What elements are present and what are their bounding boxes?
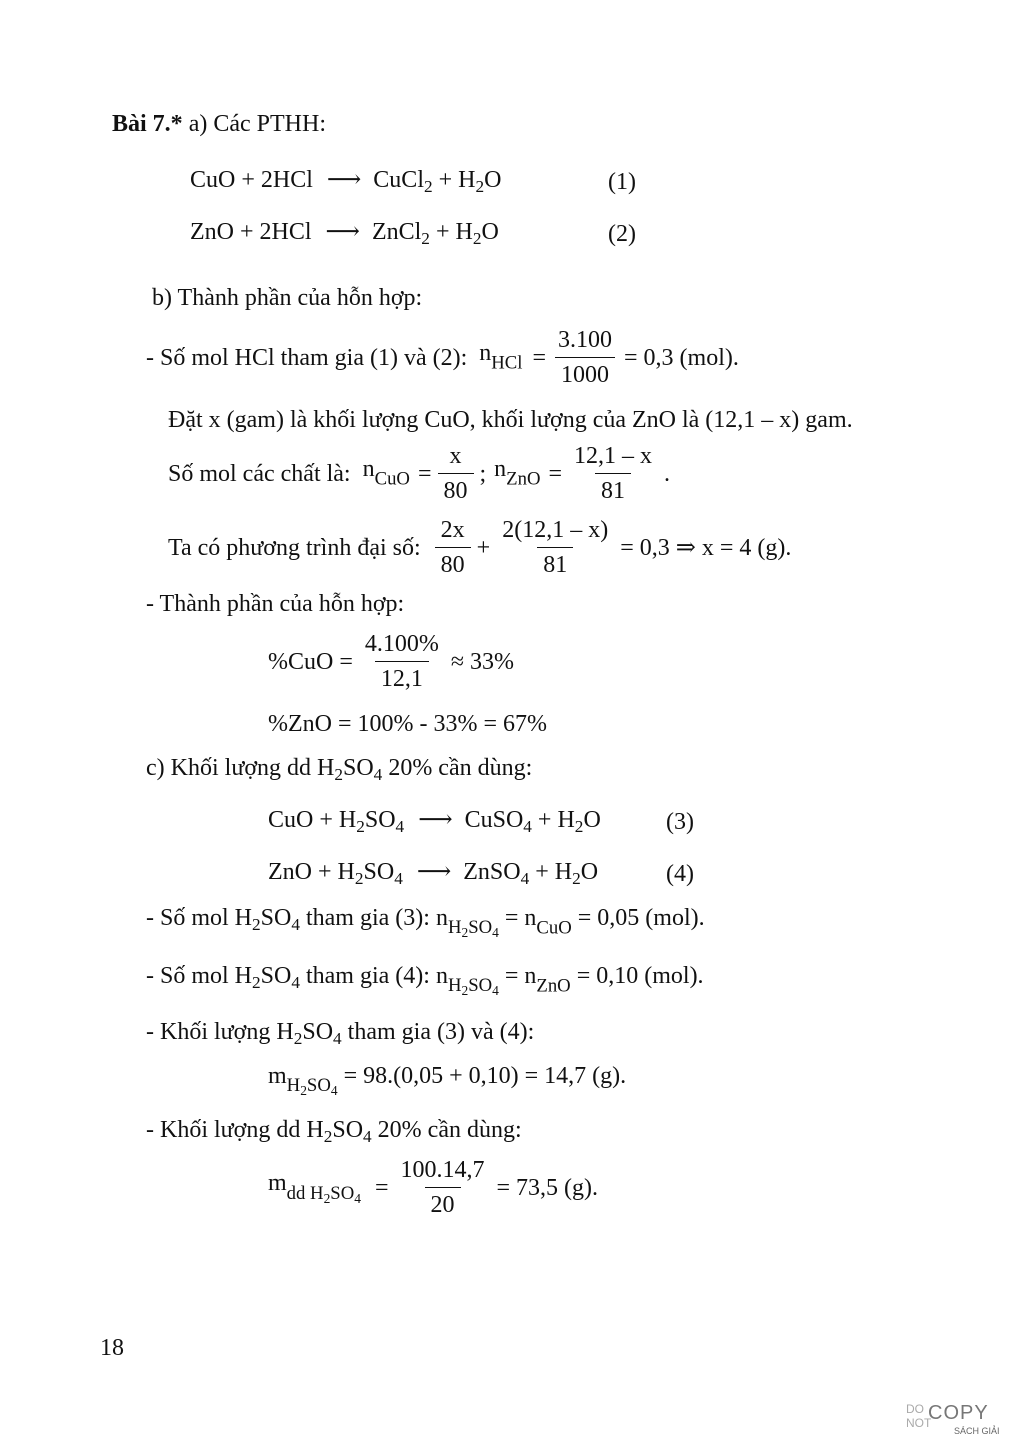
part-c-title: c) Khối lượng dd $H_2SO_4$ 20% cần dùng: [146, 755, 533, 785]
equation-1 [190, 167, 502, 197]
exercise-heading [112, 112, 326, 136]
equation-4: ZnO + $H_2SO_4$ ⟶ ZnSO$_4$ + $H_2O$ [268, 859, 599, 889]
cuo-percent-line: %CuO = $\frac{4.100\%}{12,1}$ ≈ 33% [268, 631, 515, 692]
eq1-products: CuCl$_2$ + $H_2O$ [373, 167, 502, 197]
fraction: $\frac{4.100\%}{12,1}$ [364, 631, 439, 692]
fraction: $\frac{2x}{80}$ [435, 518, 471, 577]
equation-3: CuO + $H_2SO_4$ ⟶ CuSO$_4$ + $H_2O$ [268, 807, 601, 837]
reaction-arrow-icon: ⟶ [326, 167, 360, 193]
eq2-reactants: ZnO + 2HCl [190, 219, 312, 245]
reaction-arrow-icon: ⟶ [418, 807, 451, 833]
equation-2-number: (2) [608, 221, 636, 247]
h2so4-mol-line-4: - Số mol $H_2SO_4$ tham gia (4): $n_{H_2SO_4} = n_{ZnO} = 0,10$ (mol). [146, 963, 704, 999]
fraction: $\frac{x}{80}$ [438, 444, 474, 503]
equation-4-number: (4) [666, 861, 694, 887]
part-a-title: a) Các PTHH: [188, 111, 326, 137]
eq2-products: ZnCl$_2$ + $H_2O$ [371, 219, 499, 249]
reaction-arrow-icon: ⟶ [325, 219, 358, 245]
assumption-line: Đặt x (gam) là khối lượng CuO, khối lượng của ZnO là (12,1 – x) gam. [168, 407, 853, 433]
fraction: $\frac{100.14,7}{20}$ [400, 1157, 485, 1218]
page-number: 18 [100, 1335, 124, 1361]
part-b-title: b) Thành phần của hỗn hợp: [152, 285, 423, 311]
eq1-reactants: CuO + 2HCl [190, 167, 313, 193]
fraction: $\frac{2(12,1 - x)}{81}$ [502, 517, 609, 578]
equation-1-number: (1) [608, 169, 636, 195]
solution-mass-title: - Khối lượng dd $H_2SO_4$ 20% cần dùng: [146, 1117, 522, 1147]
fraction: $\frac{12,1 - x}{81}$ [574, 443, 653, 504]
mol-expressions-line: Số mol các chất là: $n_{CuO}$ = $\frac{x}{80}$ ; $n_{ZnO}$ = $\frac{12,1 - x}{81}$ . [168, 443, 671, 504]
hcl-mol-line: - Số mol HCl tham gia (1) và (2): $n_{HCl}$ = $\frac{3.100}{1000}$ = 0,3 (mol). [146, 327, 739, 388]
solution-mass-equation: $m_{dd H_2SO_4}$ = $\frac{100.14,7}{20}$ = 73,5 (g). [268, 1157, 599, 1218]
equation-2 [190, 219, 499, 249]
zno-percent-line: %ZnO = 100% - 33% = 67% [268, 711, 548, 737]
exercise-label: Bài 7.* [112, 111, 183, 137]
fraction: $\frac{3.100}{1000}$ [552, 328, 618, 387]
h2so4-mass-title: - Khối lượng $H_2SO_4$ tham gia (3) và (4): [146, 1019, 535, 1049]
equation-3-number: (3) [666, 809, 694, 835]
composition-heading: - Thành phần của hỗn hợp: [146, 591, 405, 617]
h2so4-mass-equation: $m_{H_2SO_4} = 98.(0,05 + 0,10) = 14,7$ (g). [268, 1063, 627, 1099]
algebra-equation-line: Ta có phương trình đại số: $\frac{2x}{80}$ + $\frac{2(12,1 - x)}{81}$ = 0,3 ⇒ x = 4 (g). [168, 517, 792, 578]
reaction-arrow-icon: ⟶ [416, 859, 450, 885]
h2so4-mol-line-3: - Số mol $H_2SO_4$ tham gia (3): $n_{H_2SO_4} = n_{CuO} = 0,05$ (mol). [146, 905, 705, 941]
watermark-logo: DO NOT COPY SÁCH GIẢI [906, 1402, 1000, 1436]
